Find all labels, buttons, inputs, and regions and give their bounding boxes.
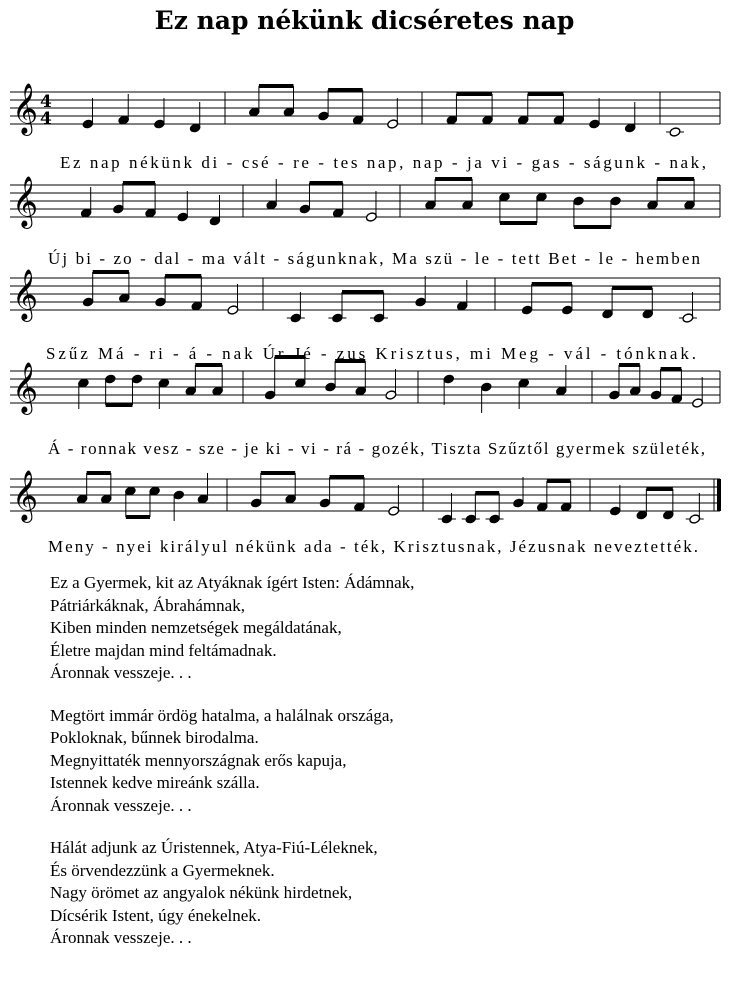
lyric-syllable: ja [460, 153, 482, 172]
verse-line: És örvendezzünk a Gyermeknek. [50, 860, 275, 880]
verse-line: Áronnak vesszeje. . . [50, 663, 192, 682]
lyric-syllable: nak, [662, 153, 707, 172]
song-title: Ez nap nékünk dicséretes nap [154, 6, 575, 35]
lyric-syllable: nap [405, 153, 443, 172]
lyric-syllable: gyermek [550, 439, 625, 458]
lyric-syllable: neveztették. [587, 537, 699, 556]
lyric-syllable: ságunknak, [281, 249, 384, 268]
lyric-syllable: Krisztusnak, [387, 537, 502, 556]
lyric-syllable: Szűztől [482, 439, 549, 458]
verse-line: Áronnak vesszeje. . . [50, 795, 192, 815]
staff-system [10, 357, 720, 415]
syllable-hyphen: - [578, 249, 591, 268]
syllable-hyphen: - [225, 439, 237, 458]
verse-line: Életre majdan mind feltámadnak. [50, 640, 277, 660]
treble-clef-icon: 𝄞 [12, 362, 39, 413]
verse [50, 572, 710, 685]
syllable-hyphen: - [282, 439, 294, 458]
syllable-hyphen: - [509, 153, 523, 172]
verse-line: Pátriárkáknak, Ábrahámnak, [50, 595, 245, 615]
verse-line: Kiben minden nemzetségek megáldatának, [50, 618, 342, 637]
lyric-syllable: bi [69, 249, 91, 268]
lyric-syllable: Má [90, 344, 124, 363]
verse-line: Pokloknak, bűnnek birodalma. [50, 728, 259, 747]
syllable-hyphen: - [199, 344, 213, 363]
lyric-syllable: nékünk [122, 153, 192, 172]
staff-lyrics [46, 344, 696, 363]
lyric-syllable: vál [556, 344, 591, 363]
lyric-syllable: á [181, 344, 197, 363]
lyric-syllable: vált [226, 249, 266, 268]
lyric-syllable: nak [214, 344, 253, 363]
lyric-syllable: ték, [347, 537, 386, 556]
lyric-syllable: Új [48, 249, 68, 268]
lyric-syllable: vi [295, 439, 316, 458]
syllable-hyphen: - [126, 344, 140, 363]
lyric-syllable: zus [329, 344, 366, 363]
syllable-hyphen: - [95, 537, 108, 556]
syllable-hyphen: - [647, 153, 661, 172]
lyric-syllable: szü [418, 249, 453, 268]
syllable-hyphen: - [615, 249, 628, 268]
lyric-syllable: le [592, 249, 614, 268]
lyric-syllable: Úr [255, 344, 284, 363]
lyric-syllable: Ez [60, 153, 81, 172]
time-signature-upper: 4 [40, 92, 52, 112]
verse-line: Megnyittaték mennyországnak erős kapuja, [50, 750, 347, 770]
note-head [669, 127, 681, 137]
lyric-syllable: re [286, 153, 309, 172]
verses-block [50, 572, 710, 970]
lyric-syllable: Meny [48, 537, 94, 556]
syllable-hyphen: - [179, 439, 192, 458]
lyric-syllable: tes [326, 153, 358, 172]
syllable-hyphen: - [491, 249, 504, 268]
treble-clef-icon: 𝄞 [12, 470, 39, 521]
lyric-syllable: Meg [493, 344, 538, 363]
syllable-hyphen: - [593, 344, 607, 363]
staff-system [10, 176, 720, 229]
lyric-syllable: nap, [360, 153, 404, 172]
verse-line: Hálát adjunk az Úristennek, Atya-Fiú-Léleknek, [50, 838, 378, 857]
syllable-hyphen: - [219, 153, 233, 172]
syllable-hyphen: - [454, 249, 467, 268]
lyric-syllable: zo [107, 249, 132, 268]
verse-line: Áronnak vesszeje. . . [50, 928, 192, 947]
lyric-syllable: tónknak. [609, 344, 697, 363]
staff-lyrics [48, 537, 698, 556]
lyric-syllable: királyul [153, 537, 228, 556]
verse-line: Ez a Gyermek, kit az Atyáknak ígért Isten: Ádámnak, [50, 573, 415, 592]
lyric-syllable: Jézusnak [503, 537, 586, 556]
time-signature-lower: 4 [40, 109, 52, 129]
treble-clef-icon: 𝄞 [12, 269, 39, 320]
staff-system [10, 470, 721, 524]
lyric-syllable: le [468, 249, 490, 268]
syllable-hyphen: - [540, 344, 554, 363]
syllable-hyphen: - [445, 153, 458, 172]
lyric-syllable: mi [462, 344, 491, 363]
lyric-syllable: gozék, [365, 439, 425, 458]
verse-line: Dícsérik Istent, úgy énekelnek. [50, 905, 262, 925]
syllable-hyphen: - [311, 153, 324, 172]
staff-system [10, 83, 720, 137]
syllable-hyphen: - [165, 344, 179, 363]
syllable-hyphen: - [61, 439, 74, 458]
syllable-hyphen: - [93, 249, 106, 268]
verse-line: Istennek kedve mireánk szálla. [50, 773, 260, 792]
lyric-syllable: Krisztus, [368, 344, 460, 363]
lyric-syllable: di [194, 153, 218, 172]
syllable-hyphen: - [333, 537, 346, 556]
lyric-syllable: Tiszta [425, 439, 481, 458]
lyric-syllable: ada [297, 537, 332, 556]
lyric-syllable: csé [234, 153, 269, 172]
verse [50, 837, 710, 950]
syllable-hyphen: - [352, 439, 365, 458]
lyric-syllable: ki [259, 439, 281, 458]
lyric-syllable: dal [147, 249, 180, 268]
lyric-syllable: ságunk [577, 153, 645, 172]
lyric-syllable: nékünk [229, 537, 296, 556]
syllable-hyphen: - [313, 344, 327, 363]
syllable-hyphen: - [133, 249, 146, 268]
lyric-syllable: rá [330, 439, 352, 458]
lyric-syllable: ri [142, 344, 163, 363]
syllable-hyphen: - [317, 439, 329, 458]
syllable-hyphen: - [271, 153, 284, 172]
lyric-syllable: születék, [626, 439, 705, 458]
lyric-syllable: ma [195, 249, 225, 268]
verse-line: Megtört immár ördög hatalma, a halálnak országa, [50, 705, 394, 725]
staff-lyrics [48, 439, 705, 458]
staff-system [10, 269, 720, 323]
lyric-syllable: Szűz [46, 344, 88, 363]
lyric-syllable: nap [83, 153, 120, 172]
lyric-syllable: vesz [137, 439, 179, 458]
syllable-hyphen: - [181, 249, 194, 268]
lyric-syllable: sze [193, 439, 224, 458]
lyric-syllable: Ma [385, 249, 417, 268]
lyric-syllable: vi [484, 153, 508, 172]
lyric-syllable: ronnak [74, 439, 136, 458]
lyric-syllable: je [238, 439, 259, 458]
final-barline [717, 479, 721, 511]
lyric-syllable: gas [524, 153, 560, 172]
lyric-syllable: nyei [109, 537, 152, 556]
lyric-syllable: Jé [286, 344, 311, 363]
verse-line: Nagy örömet az angyalok nékünk hirdetnek, [50, 883, 353, 902]
lyric-syllable: Bet [541, 249, 577, 268]
syllable-hyphen: - [267, 249, 280, 268]
lyric-syllable: hemben [629, 249, 700, 268]
treble-clef-icon: 𝄞 [12, 176, 39, 227]
verse [50, 705, 710, 818]
lyric-syllable: tett [505, 249, 540, 268]
lyric-syllable: Á [48, 439, 61, 458]
staff-lyrics [60, 153, 706, 172]
syllable-hyphen: - [561, 153, 575, 172]
treble-clef-icon: 𝄞 [12, 83, 39, 134]
staff-lyrics [48, 249, 700, 268]
